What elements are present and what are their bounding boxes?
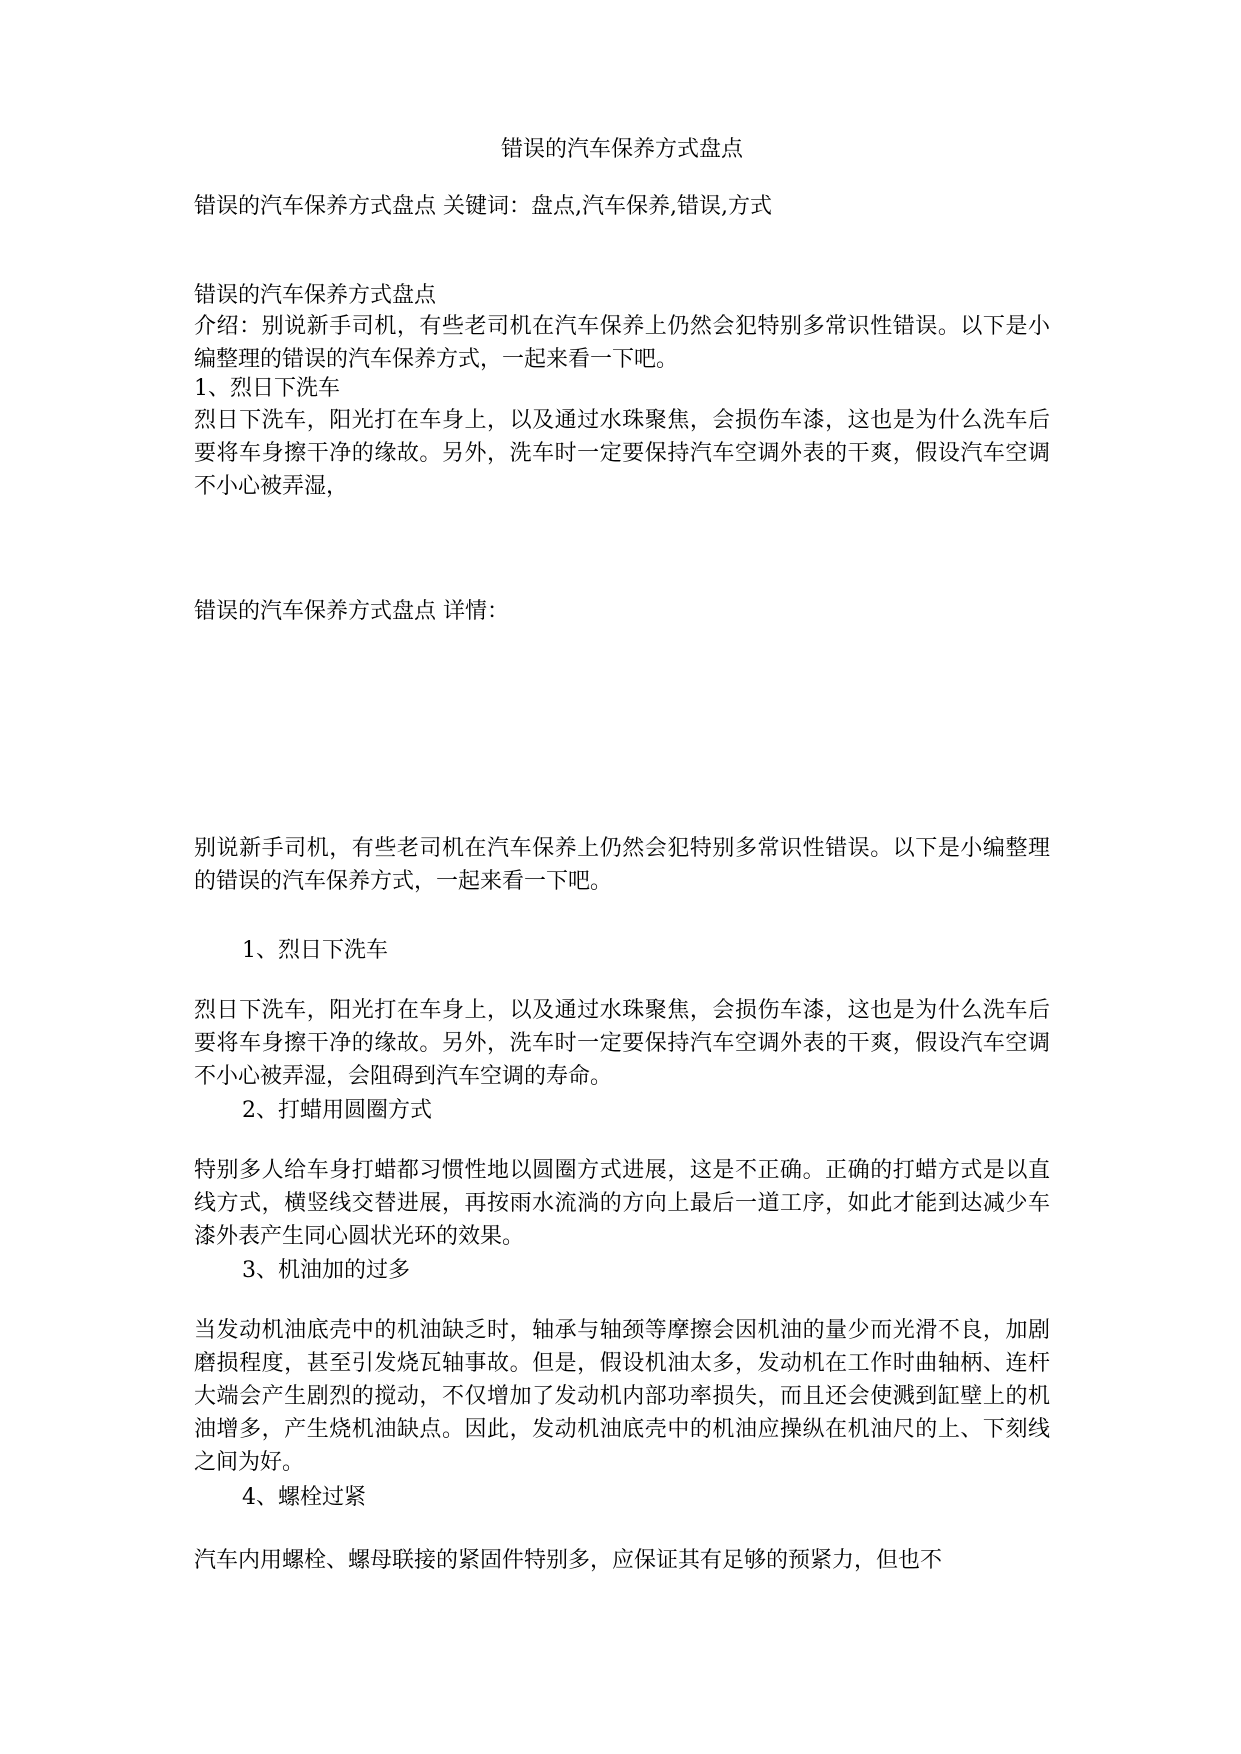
section-2-heading: 2、打蜡用圆圈方式: [242, 1098, 432, 1123]
summary-intro: 介绍：别说新手司机，有些老司机在汽车保养上仍然会犯特别多常识性错误。以下是小编整理的错误的汽车保养方式，一起来看一下吧。: [194, 314, 1050, 372]
section-1-heading: 1、烈日下洗车: [242, 938, 388, 963]
section-1-text: 烈日下洗车，阳光打在车身上，以及通过水珠聚焦，会损伤车漆，这也是为什么洗车后要将车身擦干净的缘故。另外，洗车时一定要保持汽车空调外表的干爽，假设汽车空调不小心被弄湿，会阻碍到汽车空调的寿命。: [194, 998, 1050, 1089]
summary-heading: 错误的汽车保养方式盘点: [194, 283, 437, 308]
summary-item1-text: 烈日下洗车，阳光打在车身上，以及通过水珠聚焦，会损伤车漆，这也是为什么洗车后要将车身擦干净的缘故。另外，洗车时一定要保持汽车空调外表的干爽，假设汽车空调不小心被弄湿，: [194, 408, 1050, 499]
section-3-heading: 3、机油加的过多: [242, 1258, 410, 1283]
section-4-heading: 4、螺栓过紧: [242, 1485, 366, 1510]
keywords-line: 错误的汽车保养方式盘点 关键词：盘点,汽车保养,错误,方式: [194, 194, 772, 219]
details-label: 错误的汽车保养方式盘点 详情：: [194, 599, 509, 624]
section-2-text: 特别多人给车身打蜡都习惯性地以圆圈方式进展，这是不正确。正确的打蜡方式是以直线方式，横竖线交替进展，再按雨水流淌的方向上最后一道工序，如此才能到达减少车漆外表产生同心圆状光环的效果。: [194, 1158, 1050, 1249]
body-intro: 别说新手司机，有些老司机在汽车保养上仍然会犯特别多常识性错误。以下是小编整理的错误的汽车保养方式，一起来看一下吧。: [194, 836, 1050, 894]
document-title: 错误的汽车保养方式盘点: [500, 137, 743, 162]
section-3-text: 当发动机油底壳中的机油缺乏时，轴承与轴颈等摩擦会因机油的量少而光滑不良，加剧磨损程度，甚至引发烧瓦轴事故。但是，假设机油太多，发动机在工作时曲轴柄、连杆大端会产生剧烈的搅动，不仅增加了发动机内部功率损失，而且还会使溅到缸壁上的机油增多，产生烧机油缺点。因此，发动机油底壳中的机油应操纵在机油尺的上、下刻线之间为好。: [194, 1318, 1050, 1475]
summary-item1-heading: 1、烈日下洗车: [194, 376, 340, 401]
section-4-text: 汽车内用螺栓、螺母联接的紧固件特别多，应保证其有足够的预紧力，但也不: [194, 1548, 943, 1573]
